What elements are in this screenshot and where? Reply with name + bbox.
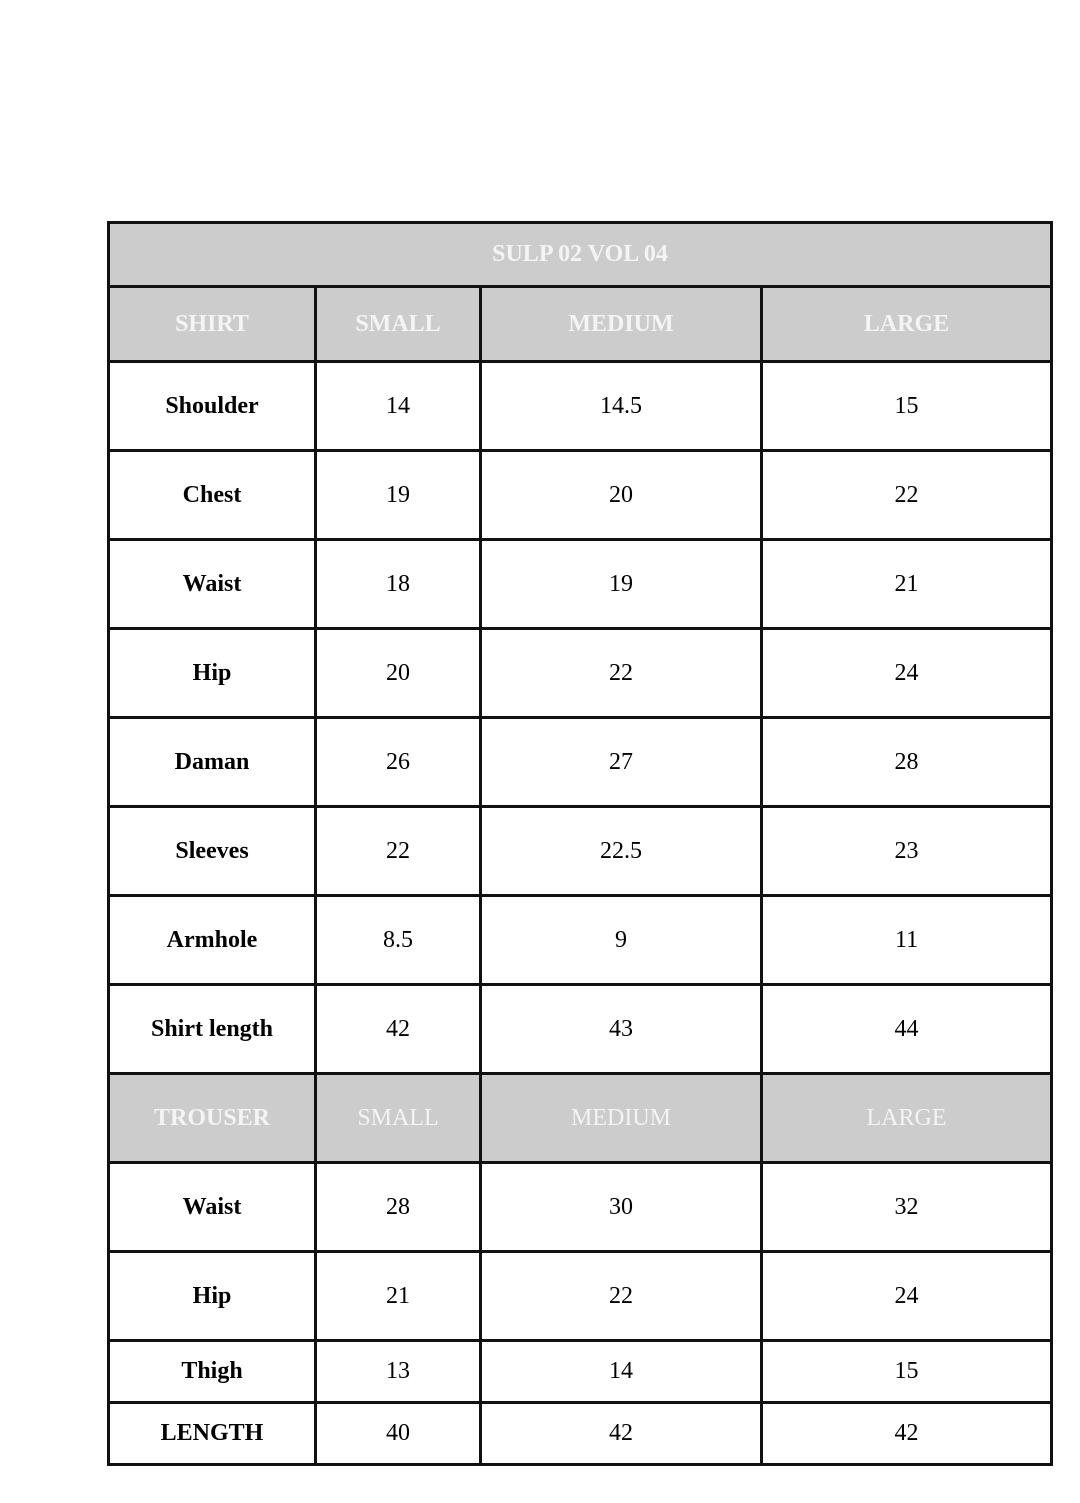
table-row bbox=[109, 451, 1052, 540]
table-title: SULP 02 VOL 04 bbox=[109, 223, 1052, 287]
row-label: Armhole bbox=[109, 896, 316, 985]
row-label: Hip bbox=[109, 1252, 316, 1341]
row-label: LENGTH bbox=[109, 1403, 316, 1465]
table-row bbox=[109, 1163, 1052, 1252]
cell-medium: 19 bbox=[481, 540, 762, 629]
row-label: Shoulder bbox=[109, 362, 316, 451]
cell-large: 15 bbox=[762, 1341, 1052, 1403]
cell-medium: 14 bbox=[481, 1341, 762, 1403]
cell-small: 40 bbox=[316, 1403, 481, 1465]
cell-medium: 14.5 bbox=[481, 362, 762, 451]
table-row bbox=[109, 1403, 1052, 1465]
cell-large: 15 bbox=[762, 362, 1052, 451]
cell-small: 18 bbox=[316, 540, 481, 629]
trouser-header-label: TROUSER bbox=[109, 1074, 316, 1163]
cell-small: 13 bbox=[316, 1341, 481, 1403]
cell-medium: 30 bbox=[481, 1163, 762, 1252]
cell-small: 28 bbox=[316, 1163, 481, 1252]
table-row bbox=[109, 1341, 1052, 1403]
cell-medium: 20 bbox=[481, 451, 762, 540]
cell-large: 44 bbox=[762, 985, 1052, 1074]
shirt-header-medium: MEDIUM bbox=[481, 287, 762, 362]
cell-medium: 43 bbox=[481, 985, 762, 1074]
shirt-header-label: SHIRT bbox=[109, 287, 316, 362]
trouser-header-small: SMALL bbox=[316, 1074, 481, 1163]
table-row bbox=[109, 985, 1052, 1074]
cell-small: 21 bbox=[316, 1252, 481, 1341]
table-row bbox=[109, 718, 1052, 807]
cell-small: 42 bbox=[316, 985, 481, 1074]
row-label: Chest bbox=[109, 451, 316, 540]
cell-medium: 22.5 bbox=[481, 807, 762, 896]
cell-large: 21 bbox=[762, 540, 1052, 629]
size-chart-table bbox=[107, 221, 1053, 1466]
cell-small: 14 bbox=[316, 362, 481, 451]
trouser-header-row bbox=[109, 1074, 1052, 1163]
cell-large: 28 bbox=[762, 718, 1052, 807]
table-row bbox=[109, 807, 1052, 896]
cell-medium: 27 bbox=[481, 718, 762, 807]
trouser-header-large: LARGE bbox=[762, 1074, 1052, 1163]
cell-small: 19 bbox=[316, 451, 481, 540]
row-label: Waist bbox=[109, 540, 316, 629]
cell-medium: 9 bbox=[481, 896, 762, 985]
cell-large: 24 bbox=[762, 629, 1052, 718]
cell-large: 11 bbox=[762, 896, 1052, 985]
row-label: Sleeves bbox=[109, 807, 316, 896]
title-row bbox=[109, 223, 1052, 287]
cell-medium: 42 bbox=[481, 1403, 762, 1465]
cell-medium: 22 bbox=[481, 1252, 762, 1341]
cell-large: 32 bbox=[762, 1163, 1052, 1252]
shirt-header-small: SMALL bbox=[316, 287, 481, 362]
shirt-header-large: LARGE bbox=[762, 287, 1052, 362]
row-label: Daman bbox=[109, 718, 316, 807]
cell-large: 42 bbox=[762, 1403, 1052, 1465]
cell-small: 8.5 bbox=[316, 896, 481, 985]
cell-large: 22 bbox=[762, 451, 1052, 540]
table-row bbox=[109, 629, 1052, 718]
cell-medium: 22 bbox=[481, 629, 762, 718]
row-label: Shirt length bbox=[109, 985, 316, 1074]
table-row bbox=[109, 1252, 1052, 1341]
row-label: Hip bbox=[109, 629, 316, 718]
trouser-header-medium: MEDIUM bbox=[481, 1074, 762, 1163]
cell-small: 20 bbox=[316, 629, 481, 718]
row-label: Waist bbox=[109, 1163, 316, 1252]
table-row bbox=[109, 896, 1052, 985]
table-row bbox=[109, 362, 1052, 451]
row-label: Thigh bbox=[109, 1341, 316, 1403]
table-row bbox=[109, 540, 1052, 629]
shirt-header-row bbox=[109, 287, 1052, 362]
cell-small: 22 bbox=[316, 807, 481, 896]
cell-small: 26 bbox=[316, 718, 481, 807]
cell-large: 23 bbox=[762, 807, 1052, 896]
cell-large: 24 bbox=[762, 1252, 1052, 1341]
